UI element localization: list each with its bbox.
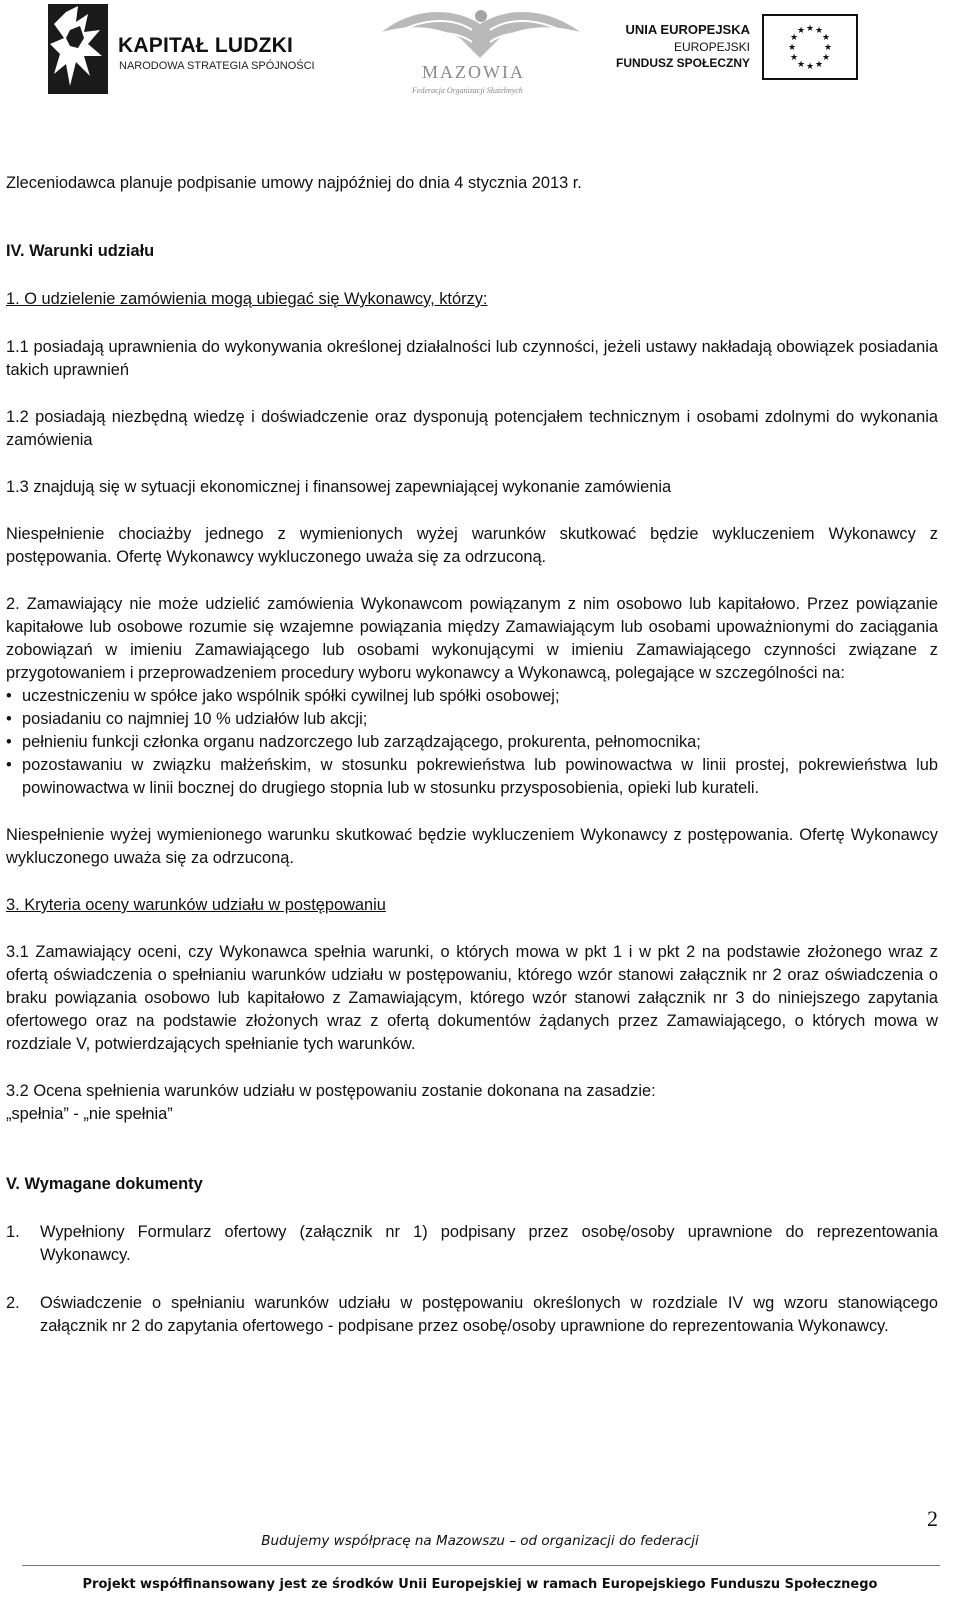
svg-text:★: ★ (821, 33, 831, 43)
kapital-ludzki-subtitle: NARODOWA STRATEGIA SPÓJNOŚCI (119, 60, 315, 72)
list-item: • pełnieniu funkcji członka organu nadzorczego lub zarządzającego, prokurenta, pełnomocnika; (6, 731, 938, 754)
section-v-heading: V. Wymagane dokumenty (6, 1175, 203, 1193)
svg-text:★: ★ (814, 60, 824, 70)
svg-text:★: ★ (821, 53, 831, 63)
point-1-1: 1.1 posiadają uprawnienia do wykonywania określonej działalności lub czynności, jeżeli ustawy nakładają obowiązek posiadania takich uprawnień (6, 338, 938, 379)
footer-motto: Budujemy współpracę na Mazowszu – od organizacji do federacji (261, 1533, 699, 1549)
svg-text:★: ★ (814, 26, 824, 36)
page-number: 2 (927, 1506, 938, 1531)
point-3-heading: 3. Kryteria oceny warunków udziału w postępowaniu (6, 896, 386, 914)
list-item: • pozostawaniu w związku małżeńskim, w stosunku pokrewieństwa lub powinowactwa w linii prostej, pokrewieństwa lub powinowactwa w linii bocznej do drugiego stopnia lub w stosunku przysposobienia, opieki lub kurateli. (6, 754, 938, 800)
exclusion-paragraph-2: Niespełnienie wyżej wymienionego warunku skutkować będzie wykluczeniem Wykonawcy z postępowania. Ofertę Wykonawcy wykluczonego uważa się za odrzuconą. (6, 826, 938, 867)
section-iv-heading: IV. Warunki udziału (6, 242, 155, 260)
list-item-number: 1. (6, 1223, 20, 1241)
exclusion-paragraph-1: Niespełnienie chociażby jednego z wymienionych wyżej warunków skutkować będzie wykluczeniem Wykonawcy z postępowania. Ofertę Wykonawcy wykluczonego uważa się za odrzuconą. (6, 525, 938, 566)
list-item-number: 2. (6, 1294, 20, 1312)
mazowia-subtitle: Federacja Organizacji Służebnych (412, 86, 523, 95)
svg-text:★: ★ (805, 62, 815, 72)
intro-paragraph: Zleceniodawca planuje podpisanie umowy najpóźniej do dnia 4 stycznia 2013 r. (6, 174, 582, 192)
svg-text:★: ★ (796, 60, 806, 70)
footer-divider (22, 1565, 940, 1566)
mazowia-logo (372, 2, 592, 102)
list-item-text: Oświadczenie o spełnianiu warunków udziału w postępowaniu określonych w rozdziale IV wg wzoru stanowiącego załącznik nr 2 do zapytania ofertowego - podpisane przez osobę/osoby uprawnione do reprezentowania Wykonawcy. (40, 1294, 938, 1335)
mazowia-eagle-icon (372, 2, 592, 64)
eu-line-3: FUNDUSZ SPOŁECZNY (615, 56, 750, 70)
page-header (0, 0, 960, 110)
kapital-ludzki-emblem-icon (48, 4, 108, 94)
point-1-2: 1.2 posiadają niezbędną wiedzę i doświadczenie oraz dysponują potencjałem technicznym i osobami zdolnymi do wykonania zamówienia (6, 408, 938, 449)
list-item (6, 1292, 938, 1338)
point-3-1: 3.1 Zamawiający oceni, czy Wykonawca spełnia warunki, o których mowa w pkt 1 i w pkt 2 na podstawie złożonego wraz z ofertą oświadczenia o spełnianiu warunków udziału w postępowaniu, którego wzór stanowi załącznik nr 2 oraz oświadczenia o braku powiązania osobowo lub kapitałowo z Zamawiającym, którego wzór stanowi załącznik nr 3 do niniejszego zapytania ofertowego oraz na podstawie złożonych wraz z ofertą dokumentów żądanych przez Zamawiającego, o których mowa w rozdziale V, potwierdzających spełnianie tych warunków. (6, 943, 938, 1053)
eu-line-2: EUROPEJSKI (673, 40, 750, 54)
point-3-2-criteria: „spełnia” - „nie spełnia” (6, 1105, 173, 1123)
eu-flag-icon (762, 14, 858, 80)
kapital-ludzki-title: KAPITAŁ LUDZKI (118, 34, 294, 57)
point-1-3: 1.3 znajdują się w sytuacji ekonomicznej i finansowej zapewniającej wykonanie zamówienia (6, 478, 672, 496)
svg-text:★: ★ (796, 26, 806, 36)
svg-text:★: ★ (789, 33, 799, 43)
list-item-text: Wypełniony Formularz ofertowy (załącznik nr 1) podpisany przez osobę/osoby uprawnione do reprezentowania Wykonawcy. (40, 1223, 938, 1264)
eu-logo (615, 14, 860, 82)
svg-text:★: ★ (787, 43, 797, 53)
list-item: • posiadaniu co najmniej 10 % udziałów lub akcji; (6, 708, 938, 731)
point-2: 2. Zamawiający nie może udzielić zamówienia Wykonawcom powiązanym z nim osobowo lub kapitałowo. Przez powiązanie kapitałowe lub osobowe rozumie się wzajemne powiązania między Zamawiającym lub osobami upoważnionymi do zaciągania zobowiązań w imieniu Zamawiającego lub osobami wykonującymi w imieniu Zamawiającego czynności związane z przygotowaniem i przeprowadzeniem procedury wyboru wykonawcy a Wykonawcą, polegające w szczególności na: (6, 595, 938, 682)
document-body (6, 172, 938, 1338)
point-1: 1. O udzielenie zamówienia mogą ubiegać się Wykonawcy, którzy: (6, 290, 488, 308)
kapital-ludzki-logo (48, 4, 315, 94)
footer-funding-note: Projekt współfinansowany jest ze środków Unii Europejskiej w ramach Europejskiego Funduszu Społecznego (82, 1577, 878, 1592)
mazowia-name: MAZOWIA (422, 62, 525, 82)
point-3-2: 3.2 Ocena spełnienia warunków udziału w postępowaniu zostanie dokonana na zasadzie: (6, 1082, 656, 1100)
list-item: • uczestniczeniu w spółce jako wspólnik spółki cywilnej lub spółki osobowej; (6, 685, 938, 708)
svg-text:★: ★ (789, 53, 799, 63)
svg-text:★: ★ (823, 43, 833, 53)
list-item (6, 1221, 938, 1267)
svg-text:★: ★ (805, 24, 815, 34)
eu-line-1: UNIA EUROPEJSKA (625, 22, 750, 37)
